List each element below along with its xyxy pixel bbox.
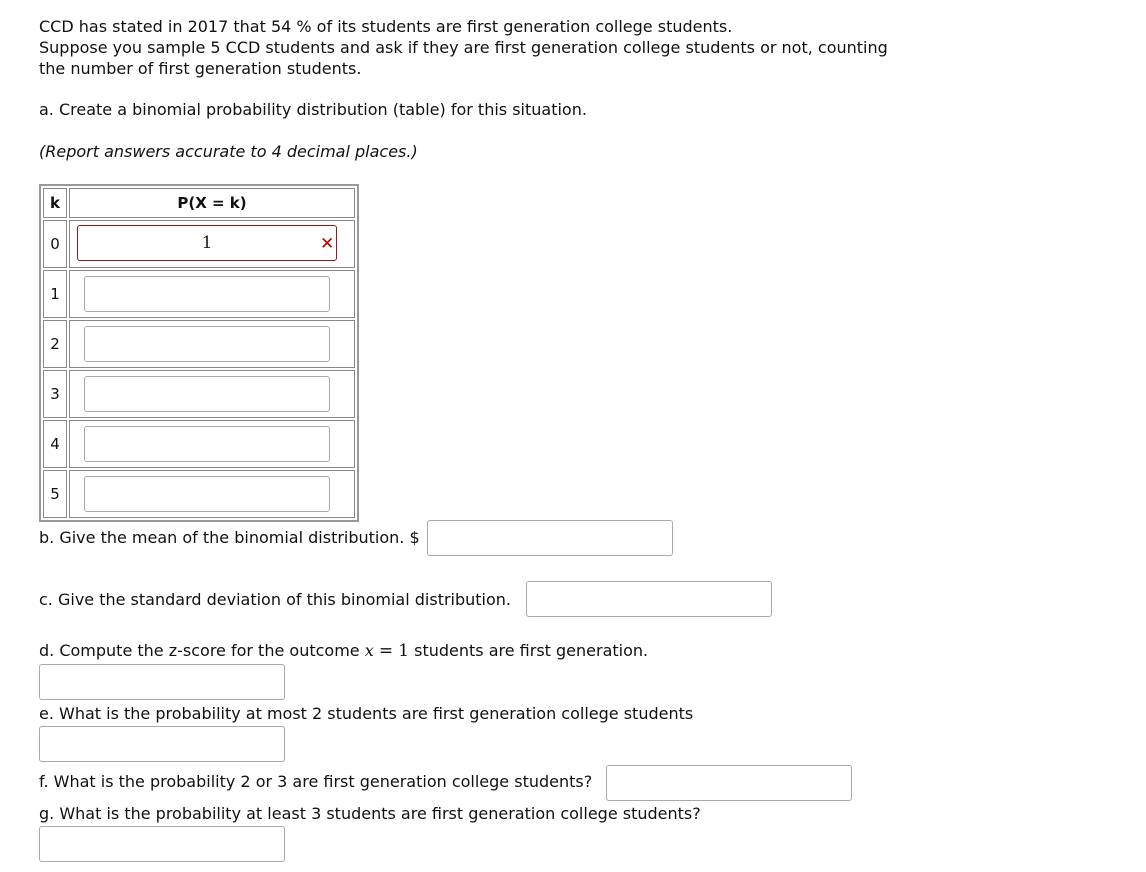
p-cell [69, 220, 355, 268]
p-input-k0[interactable] [77, 225, 337, 261]
part-f-prompt: f. What is the probability 2 or 3 are first generation college students? [39, 772, 593, 791]
table-row [43, 220, 355, 268]
table-row [43, 470, 355, 518]
part-b-prompt [39, 528, 420, 547]
part-e-prompt: e. What is the probability at most 2 students are first generation college students [39, 704, 694, 723]
std-dev-input[interactable] [526, 581, 772, 617]
k-value: 1 [43, 270, 67, 318]
part-d-label-end: students are first generation. [414, 641, 649, 660]
header-k: k [43, 188, 67, 218]
part-d-label: d. Compute the z-score for the outcome [39, 641, 360, 660]
math-number: 1 [398, 641, 410, 661]
k-value: 0 [43, 220, 67, 268]
part-b-label: b. Give the mean of the binomial distribution. [39, 528, 405, 547]
z-score-input[interactable] [39, 664, 285, 700]
part-g-prompt: g. What is the probability at least 3 students are first generation college students? [39, 804, 701, 823]
p-cell [69, 270, 355, 318]
header-pxk: P(X = k) [69, 188, 355, 218]
p-input-k1[interactable] [84, 276, 330, 312]
table-row [43, 320, 355, 368]
table-row [43, 420, 355, 468]
p-input-k4[interactable] [84, 426, 330, 462]
p-cell [69, 370, 355, 418]
p-cell [69, 320, 355, 368]
part-d-prompt [39, 641, 648, 661]
at-least-3-input[interactable] [39, 826, 285, 862]
k-value: 2 [43, 320, 67, 368]
p-cell [69, 420, 355, 468]
mean-input[interactable] [427, 520, 673, 556]
intro-line: the number of first generation students. [39, 59, 362, 78]
table-row [43, 370, 355, 418]
math-equals: = [378, 641, 394, 661]
part-c-prompt: c. Give the standard deviation of this binomial distribution. [39, 590, 512, 609]
intro-line: Suppose you sample 5 CCD students and ask if they are first generation college students or not, counting [39, 38, 888, 57]
part-a-prompt: a. Create a binomial probability distribution (table) for this situation. [39, 100, 587, 119]
table-header-row [43, 188, 355, 218]
problem-intro [39, 16, 888, 79]
two-or-three-input[interactable] [606, 765, 852, 801]
p-input-k5[interactable] [84, 476, 330, 512]
dollar-prefix: $ [409, 528, 420, 547]
binomial-table [39, 184, 359, 522]
k-value: 5 [43, 470, 67, 518]
precision-note: (Report answers accurate to 4 decimal places.) [39, 142, 418, 161]
p-cell [69, 470, 355, 518]
p-input-k3[interactable] [84, 376, 330, 412]
math-variable: x [364, 641, 374, 660]
incorrect-x-icon: ✕ [320, 234, 335, 254]
at-most-2-input[interactable] [39, 726, 285, 762]
k-value: 3 [43, 370, 67, 418]
intro-line: CCD has stated in 2017 that 54 % of its students are first generation college students. [39, 17, 733, 36]
p-input-k2[interactable] [84, 326, 330, 362]
table-row [43, 270, 355, 318]
k-value: 4 [43, 420, 67, 468]
